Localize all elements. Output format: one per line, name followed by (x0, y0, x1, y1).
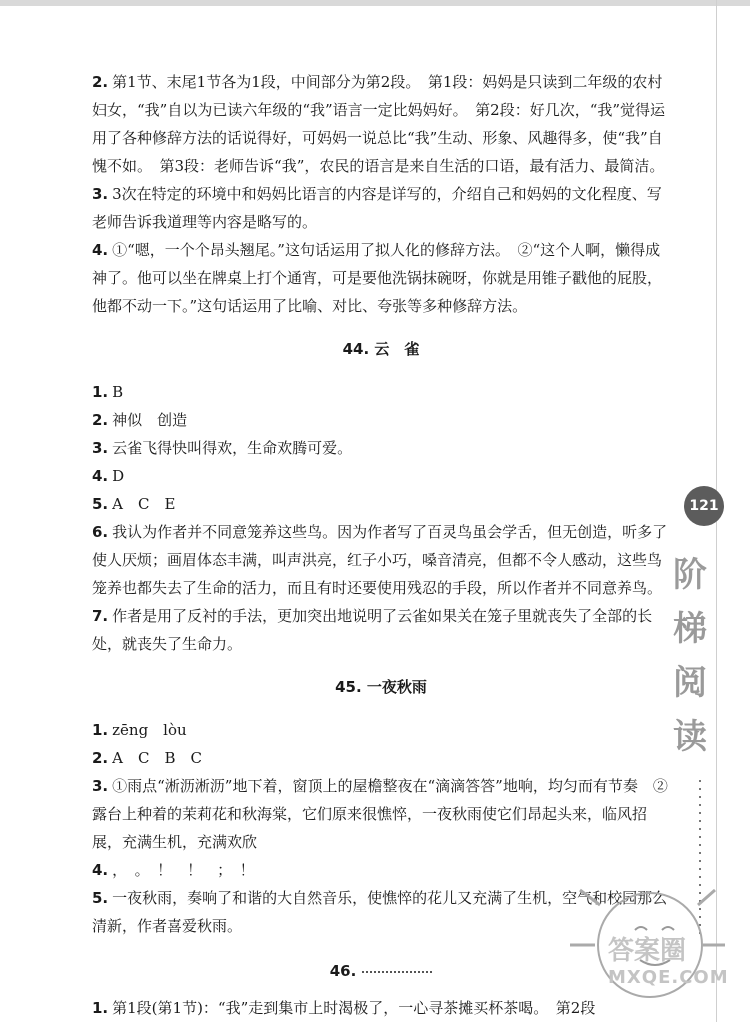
answer-item: 1. 第1段(第1节)：“我”走到集市上时渴极了，一心寻茶摊买杯茶喝。 第2段 (92, 999, 596, 1017)
answer-item: 4. ， 。 ！ ！ ； ！ (92, 861, 255, 879)
answer-item: 5. 一夜秋雨，奏响了和谐的大自然音乐，使憔悴的花儿又充满了生机，空气和校园那么清新，作者喜爱秋雨。 (92, 889, 668, 935)
answer-item: 1. B (92, 383, 124, 401)
watermark: 答案圈 MXQE.COM (608, 936, 729, 988)
section-title-46: 46. (92, 958, 670, 984)
answer-item: 4. ①“嗯，一个个昂头翘尾。”这句话运用了拟人化的修辞方法。 ②“这个人啊，懒得成神了。他可以坐在牌桌上打个通宵，可是要他洗锅抹碗呀，你就是用锥子戳他的屁股，他都不动一下。”这句话运用了比喻、对比、夸张等多种修辞方法。 (92, 241, 663, 315)
section-title-45: 45. 一夜秋雨 (335, 678, 427, 696)
answer-item: 6. 我认为作者并不同意笼养这些鸟。因为作者写了百灵鸟虽会学舌，但无创造，听多了使人厌烦；画眉体态丰满，叫声洪亮，红子小巧，嗓音清亮，但都不令人感动，这些鸟笼养也都失去了生命的活力，而且有时还要使用残忍的手段，所以作者并不同意养鸟。 (92, 523, 668, 597)
answer-item: 3. ①雨点“淅沥淅沥”地下着，窗顶上的屋檐整夜在“滴滴答答”地响，均匀而有节奏 ②露台上种着的茉莉花和秋海棠，它们原来很憔悴，一夜秋雨使它们昂起头来，临风招展，充满生机，充满欢欣 (92, 777, 668, 851)
answer-item: 5. A C E (92, 495, 176, 513)
title-placeholder-dots (362, 971, 432, 973)
section-title-44: 44. 云 雀 (342, 340, 420, 358)
side-title-char: 阶 (673, 555, 707, 595)
answer-item: 4. D (92, 467, 125, 485)
page-number-badge: 121 (684, 486, 724, 526)
page-top-edge (0, 0, 750, 6)
answer-item: 2. 第1节、末尾1节各为1段，中间部分为第2段。 第1段：妈妈是只读到二年级的农村妇女，“我”自以为已读六年级的“我”语言一定比妈妈好。 第2段：好几次，“我”觉得运用了各种修辞方法的话说得好，可妈妈一说总比“我”生动、形象、风趣得多，使“我”自愧不如。 第3段：老师告诉“我”，农民的语言是来自生活的口语，最有活力、最简洁。 (92, 73, 666, 175)
side-title-char: 读 (673, 717, 707, 757)
side-title-char: 阅 (673, 663, 707, 703)
answer-item: 3. 3次在特定的环境中和妈妈比语言的内容是详写的，介绍自己和妈妈的文化程度、写老师告诉我道理等内容是略写的。 (92, 185, 662, 231)
side-title-char: 梯 (673, 609, 707, 649)
answer-item: 2. 神似 创造 (92, 411, 188, 429)
side-title (660, 548, 720, 764)
answer-item: 2. A C B C (92, 749, 202, 767)
answer-item: 7. 作者是用了反衬的手法，更加突出地说明了云雀如果关在笼子里就丧失了全部的长处，就丧失了生命力。 (92, 607, 653, 653)
answer-item: 1. zēng lòu (92, 721, 187, 739)
answer-item: 3. 云雀飞得快叫得欢，生命欢腾可爱。 (92, 439, 353, 457)
